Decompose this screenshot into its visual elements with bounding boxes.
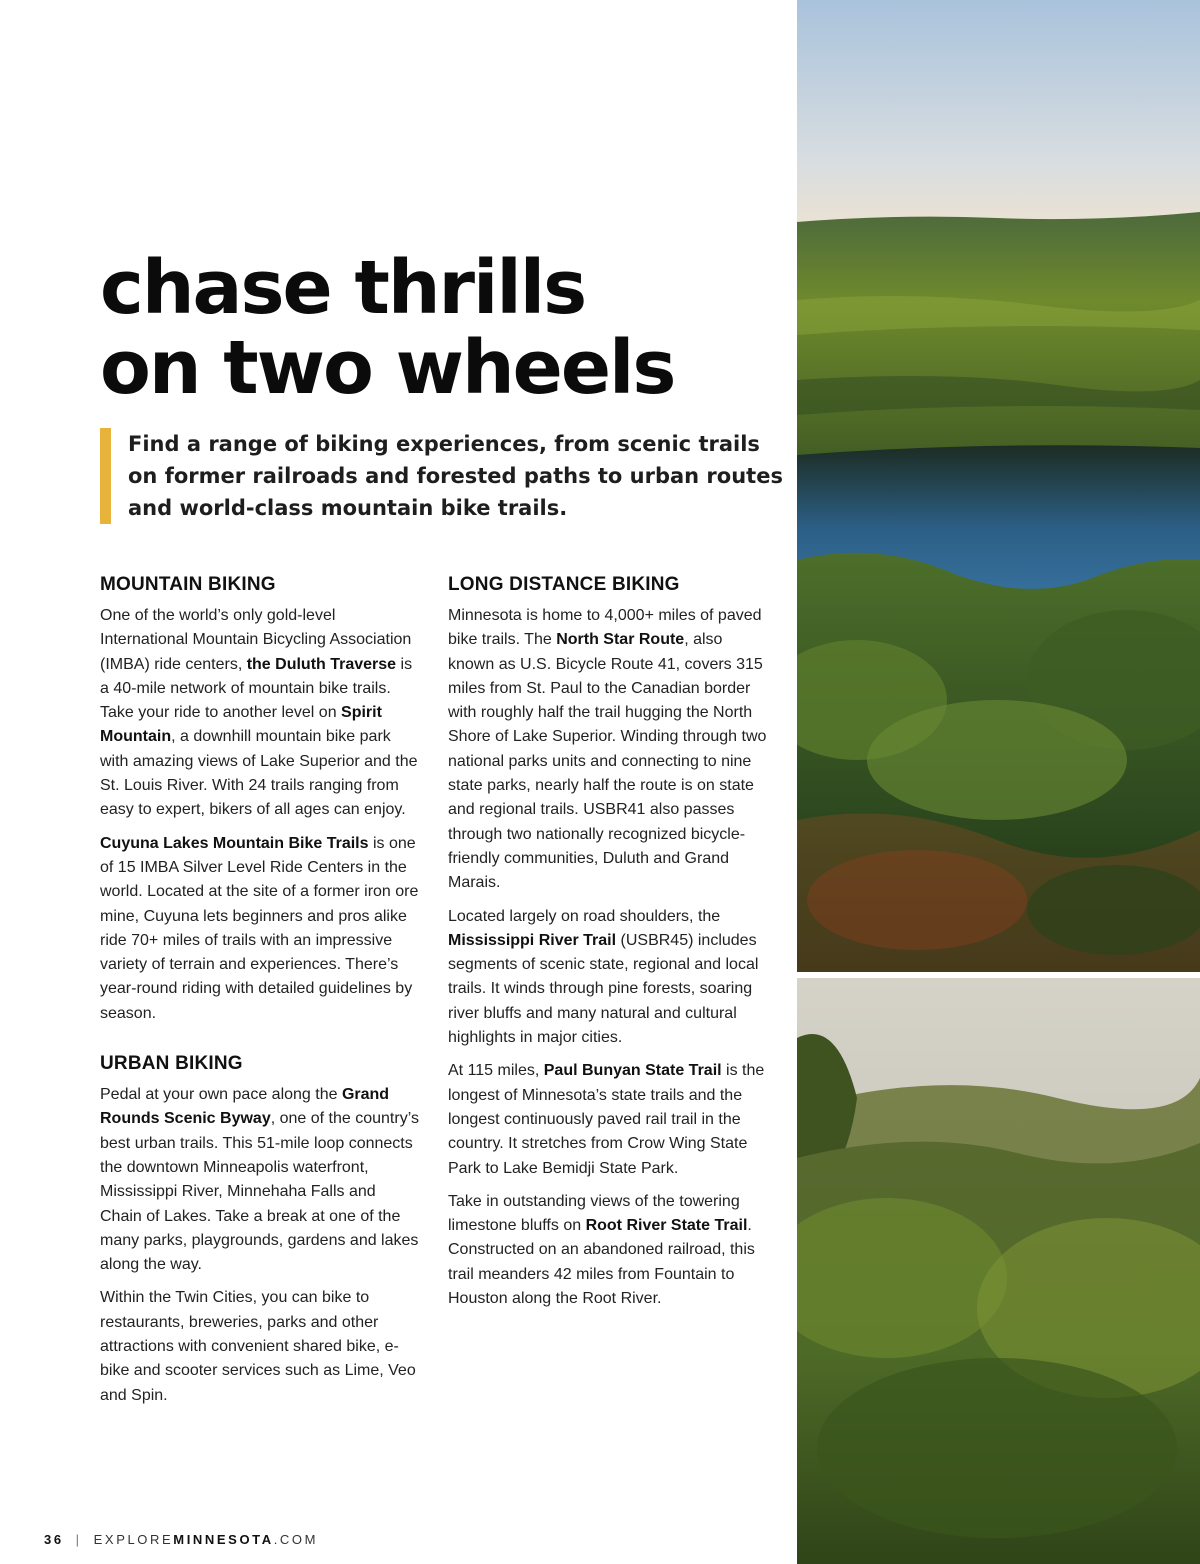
north-star-route-name: North Star Route xyxy=(556,631,685,649)
grand-rounds-name: Grand Rounds Scenic Byway xyxy=(100,1086,390,1128)
page-title xyxy=(100,245,675,411)
intro-callout xyxy=(100,428,788,524)
forest-bluff-photo xyxy=(797,978,1200,1564)
mountain-biking-paragraph-2: Cuyuna Lakes Mountain Bike Trails is one of 15 IMBA Silver Level Ride Centers in the world. Located at the site of a former iron ore mine, Cuyuna lets beginners and pros alike ride 70+ miles of trails with an impressive variety of terrain and experiences. There’s year-round riding with detailed guidelines by season. xyxy=(100,834,419,1022)
footer-separator: | xyxy=(75,1532,82,1547)
title-line-1: chase thrills xyxy=(100,245,586,331)
paul-bunyan-trail-name: Paul Bunyan State Trail xyxy=(543,1062,722,1080)
footer-brand: EXPLOREMINNESOTA.COM xyxy=(93,1532,319,1547)
long-distance-paragraph-2: Located largely on road shoulders, the Mississippi River Trail (USBR45) includes segments of scenic state, regional and local trails. It winds through pine forests, soaring river bluffs and many natural and cultural highlights in major cities. xyxy=(448,907,759,1047)
mountain-biking-heading: MOUNTAIN BIKING xyxy=(100,574,276,595)
long-distance-heading: LONG DISTANCE BIKING xyxy=(448,574,680,595)
left-column xyxy=(100,572,420,1417)
urban-biking-paragraph-2: Within the Twin Cities, you can bike to restaurants, breweries, parks and other attractions with convenient shared bike, e-bike and scooter services such as Lime, Veo and Spin. xyxy=(100,1289,416,1404)
title-line-2: on two wheels xyxy=(100,325,675,411)
forest-lake-photo xyxy=(797,0,1200,972)
duluth-traverse-name: the Duluth Traverse xyxy=(246,655,397,673)
right-column xyxy=(448,572,768,1320)
long-distance-paragraph-4: Take in outstanding views of the towering limestone bluffs on Root River State Trail. Constructed on an abandoned railroad, this trail meanders 42 miles from Fountain to Houston along the Root River. xyxy=(448,1192,755,1308)
intro-text: Find a range of biking experiences, from scenic trails on former railroads and forested paths to urban routes and world-class mountain bike trails. xyxy=(128,432,783,520)
urban-biking-paragraph-1: Pedal at your own pace along the Grand Rounds Scenic Byway, one of the country’s best urban trails. This 51-mile loop connects the downtown Minneapolis waterfront, Mississippi River, Minnehaha Falls and Chain of Lakes. Take a break at one of the many parks, playgrounds, gardens and lakes along the way. xyxy=(100,1086,419,1274)
page-number: 36 xyxy=(44,1532,64,1547)
mississippi-river-trail-name: Mississippi River Trail xyxy=(448,931,617,949)
long-distance-paragraph-3: At 115 miles, Paul Bunyan State Trail is the longest of Minnesota’s state trails and the longest continuously paved rail trail in the country. It stretches from Crow Wing State Park to Lake Bemidji State Park. xyxy=(448,1062,765,1177)
spirit-mountain-name: Spirit Mountain xyxy=(100,704,382,746)
root-river-trail-name: Root River State Trail xyxy=(585,1217,748,1235)
cuyuna-trails-name: Cuyuna Lakes Mountain Bike Trails xyxy=(100,834,369,852)
urban-biking-heading: URBAN BIKING xyxy=(100,1053,243,1075)
long-distance-paragraph-1: Minnesota is home to 4,000+ miles of paved bike trails. The North Star Route, also known as U.S. Bicycle Route 41, covers 315 miles from St. Paul to the Canadian border with roughly half the trail hugging the North Shore of Lake Superior. Winding through two national parks units and connecting to nine state parks, nearly half the route is on state and regional trails. USBR41 also passes through two nationally recognized bicycle-friendly communities, Duluth and Grand Marais. xyxy=(448,607,767,892)
page-footer xyxy=(44,1532,318,1547)
mountain-biking-paragraph-1: One of the world’s only gold-level International Mountain Bicycling Association (IMBA) ride centers, the Duluth Traverse is a 40-mile network of mountain bike trails. Take your ride to another level on Spirit Mountain, a downhill mountain bike park with amazing views of Lake Superior and the St. Louis River. With 24 trails ranging from easy to expert, bikers of all ages can enjoy. xyxy=(100,607,418,819)
